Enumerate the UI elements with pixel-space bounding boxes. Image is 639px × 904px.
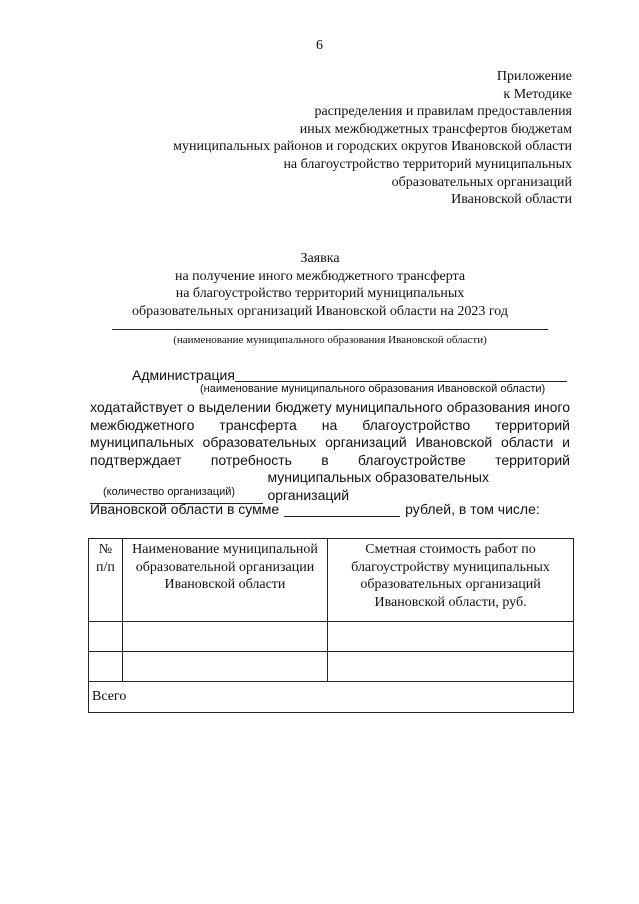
word: благоустройстве: [357, 451, 466, 468]
appendix-line: к Методике: [503, 86, 572, 102]
word: муниципальных: [90, 434, 194, 450]
sum-suffix: рублей, в том числе:: [405, 501, 540, 517]
title-line: на благоустройство территорий муниципальных: [175, 286, 465, 302]
word: благоустройство: [362, 416, 471, 433]
paragraph-line: ходатайствует о выделении бюджету муниципального образования иного: [90, 399, 570, 415]
appendix-line: Ивановской области: [451, 192, 572, 208]
word: потребность: [210, 451, 292, 468]
organizations-table: [88, 538, 574, 713]
header-cell-cost: Сметная стоимость работ по благоустройству муниципальных образовательных организаций Ивановской области, руб.: [328, 539, 574, 622]
table-cell[interactable]: [89, 622, 123, 652]
word: территорий: [495, 451, 570, 468]
paragraph-line: [90, 417, 570, 435]
municipality-caption: (наименование муниципального образования Ивановской области): [173, 334, 487, 346]
administration-blank-line: [235, 381, 567, 382]
table-cell[interactable]: [328, 652, 574, 682]
appendix-line: Приложение: [496, 69, 572, 84]
word: трансферта: [219, 416, 297, 433]
header-cell-organization: Наименование муниципальной образовательной организации Ивановской области: [122, 539, 327, 622]
paragraph-text: муниципальных образовательных организаций: [267, 469, 489, 503]
word: Ивановской: [415, 434, 493, 450]
sum-line: [90, 501, 540, 517]
word: межбюджетного: [90, 416, 195, 433]
table-cell[interactable]: [328, 622, 574, 652]
administration-caption: (наименование муниципального образования Ивановской области): [200, 383, 546, 395]
sum-prefix: Ивановской области в сумме: [90, 501, 280, 517]
paragraph-line: [90, 434, 570, 452]
title-line: на получение иного межбюджетного трансферта: [174, 268, 466, 284]
title-line: Заявка: [300, 251, 340, 266]
document-title: [80, 250, 560, 320]
table-header-row: [89, 539, 574, 622]
word: на: [321, 416, 338, 433]
table-row: [89, 622, 574, 652]
sum-blank: [284, 504, 400, 517]
header-cell-number: № п/п: [89, 539, 123, 622]
word: образовательных: [202, 434, 317, 450]
word: территорий: [495, 416, 570, 433]
table-cell[interactable]: [122, 622, 327, 652]
appendix-line: распределения и правилам предоставления: [314, 104, 572, 120]
municipality-blank-line: [112, 329, 548, 330]
appendix-block: [173, 68, 572, 209]
word: в: [321, 451, 329, 468]
table-total-row: [89, 682, 574, 713]
appendix-line: муниципальных районов и городских округов Ивановской области: [173, 139, 572, 155]
appendix-line: образовательных организаций: [391, 174, 572, 190]
appendix-line: на благоустройство территорий муниципальных: [283, 156, 572, 172]
word: и: [562, 434, 570, 450]
word: подтверждает: [90, 451, 182, 468]
count-caption: (количество организаций): [103, 486, 236, 498]
word: организаций: [325, 434, 407, 450]
table-row: [89, 652, 574, 682]
table-cell[interactable]: [122, 652, 327, 682]
appendix-line: иных межбюджетных трансфертов бюджетам: [299, 121, 572, 137]
paragraph-line: [90, 452, 570, 470]
total-label: Всего: [89, 682, 574, 713]
word: области: [501, 434, 554, 450]
table-cell[interactable]: [89, 652, 123, 682]
page-number: 6: [316, 38, 323, 53]
administration-label: Администрация: [132, 367, 235, 383]
title-line: образовательных организаций Ивановской области на 2023 год: [131, 303, 508, 319]
